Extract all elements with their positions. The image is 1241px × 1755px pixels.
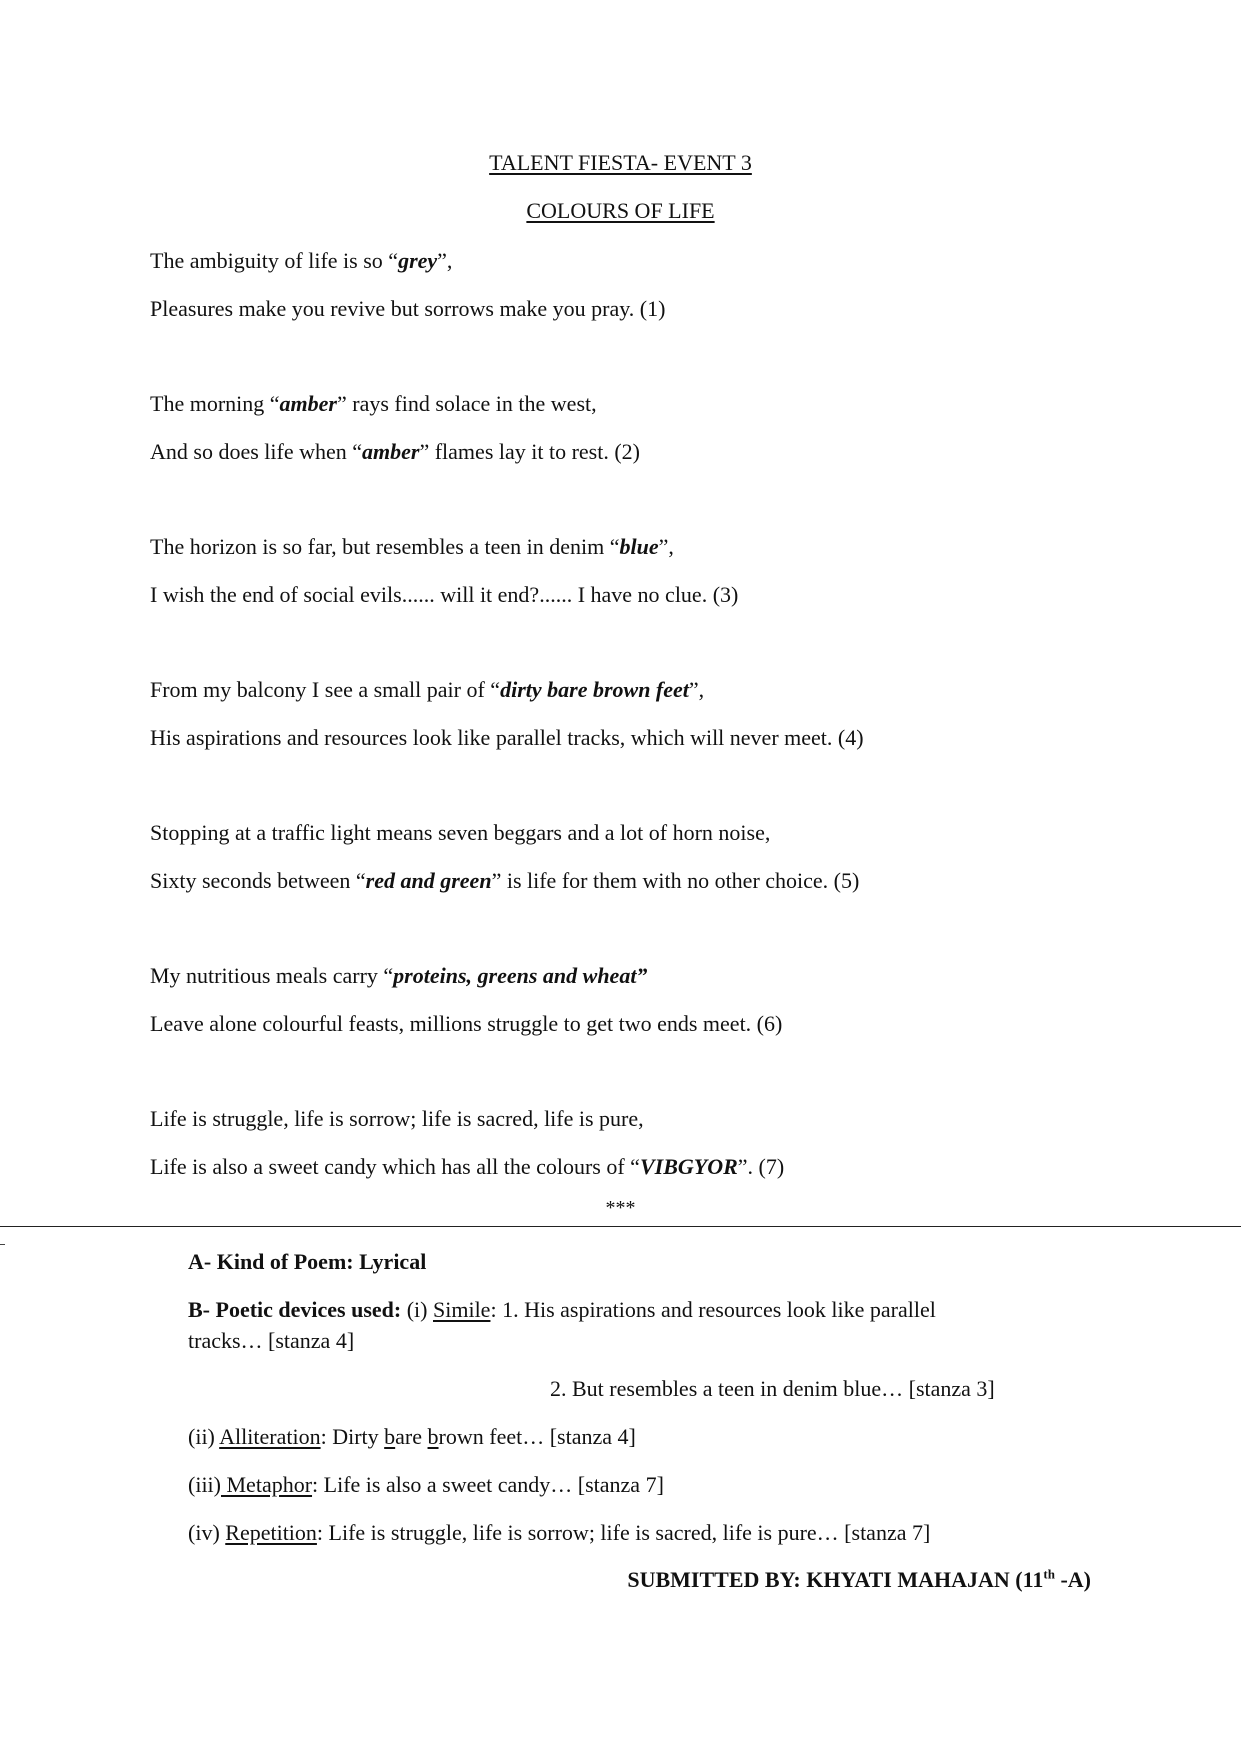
- poetic-devices-simile: B- Poetic devices used: (i) Simile: 1. His aspirations and resources look like parallel: [188, 1297, 936, 1322]
- stanza-5-line-2: Sixty seconds between “red and green” is life for them with no other choice. (5): [150, 868, 860, 893]
- simile-continuation: tracks… [stanza 4]: [188, 1328, 355, 1353]
- stanza-6-line-1: My nutritious meals carry “proteins, greens and wheat”: [150, 963, 648, 988]
- stanza-1-line-1: The ambiguity of life is so “grey”,: [150, 248, 453, 273]
- stanza-3-line-1: The horizon is so far, but resembles a teen in denim “blue”,: [150, 534, 674, 559]
- stanza-6-line-2: Leave alone colourful feasts, millions struggle to get two ends meet. (6): [150, 1011, 783, 1036]
- poem-title: COLOURS OF LIFE: [526, 198, 715, 223]
- stanza-2-line-2: And so does life when “amber” flames lay it to rest. (2): [150, 439, 641, 464]
- simile-2: 2. But resembles a teen in denim blue… [stanza 3]: [550, 1376, 995, 1401]
- metaphor: (iii) Metaphor: Life is also a sweet candy… [stanza 7]: [188, 1472, 664, 1497]
- stanza-1-line-2: Pleasures make you revive but sorrows make you pray. (1): [150, 296, 666, 321]
- section-separator: ***: [605, 1197, 636, 1219]
- margin-mark: [0, 1244, 5, 1245]
- stanza-4-line-2: His aspirations and resources look like parallel tracks, which will never meet. (4): [150, 725, 864, 750]
- stanza-2-line-1: The morning “amber” rays find solace in the west,: [150, 391, 597, 416]
- stanza-5-line-1: Stopping at a traffic light means seven beggars and a lot of horn noise,: [150, 820, 771, 845]
- stanza-7-line-2: Life is also a sweet candy which has all the colours of “VIBGYOR”. (7): [150, 1154, 785, 1179]
- simile-term: Simile: [433, 1297, 491, 1322]
- event-heading: TALENT FIESTA- EVENT 3: [489, 150, 752, 175]
- submitted-by: SUBMITTED BY: KHYATI MAHAJAN (11th -A): [627, 1566, 1091, 1592]
- horizontal-divider: [0, 1226, 1241, 1227]
- stanza-4-line-1: From my balcony I see a small pair of “dirty bare brown feet”,: [150, 677, 705, 702]
- kind-of-poem: A- Kind of Poem: Lyrical: [188, 1249, 427, 1274]
- alliteration: (ii) Alliteration: Dirty bare brown feet… [stanza 4]: [188, 1424, 636, 1449]
- stanza-3-line-2: I wish the end of social evils...... will it end?...... I have no clue. (3): [150, 582, 739, 607]
- stanza-7-line-1: Life is struggle, life is sorrow; life is sacred, life is pure,: [150, 1106, 644, 1131]
- repetition: (iv) Repetition: Life is struggle, life is sorrow; life is sacred, life is pure… [stanza 7]: [188, 1520, 931, 1545]
